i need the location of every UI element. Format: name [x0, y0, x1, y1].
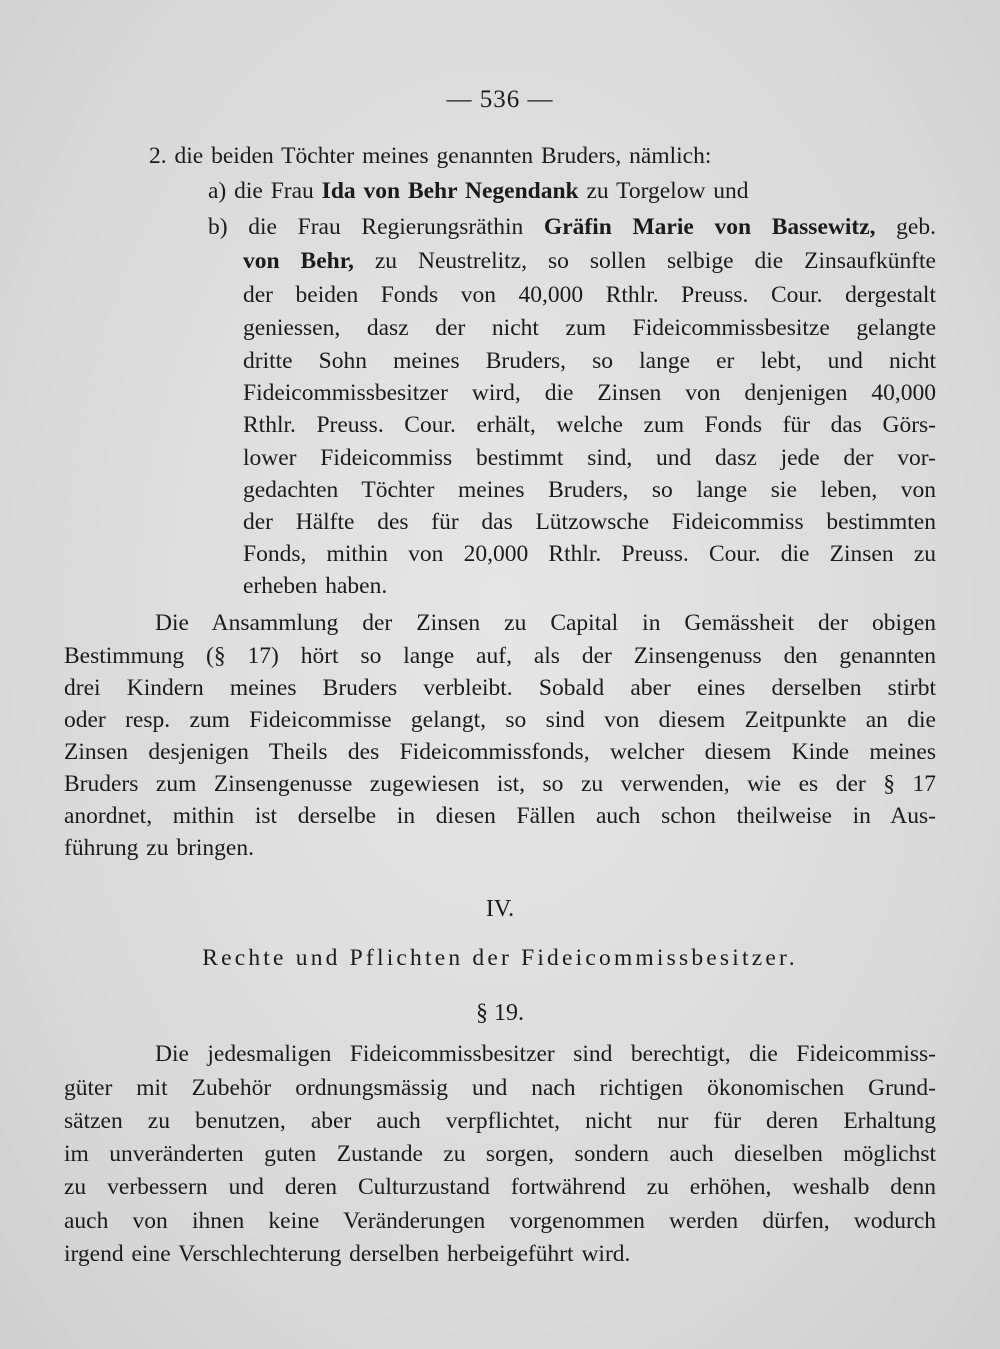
item-2b-maiden-name: von Behr,	[243, 248, 354, 274]
paragraph-line: Die Ansammlung der Zinsen zu Capital in Gemässheit der obigen	[155, 610, 936, 636]
item-2-text-line: lower Fideicommiss bestimmt sind, und dasz jede der vor-	[243, 445, 936, 471]
item-2b-prefix: b) die Frau Regierungsräthin	[208, 214, 544, 240]
paragraph-line: oder resp. zum Fideicommisse gelangt, so sind von diesem Zeitpunkte an die	[64, 707, 936, 733]
paragraph-line: auch von ihnen keine Veränderungen vorgenommen werden dürfen, wodurch	[64, 1208, 936, 1234]
item-2-text-line: Rthlr. Preuss. Cour. erhält, welche zum Fonds für das Görs-	[243, 412, 936, 438]
section-title: Rechte und Pflichten der Fideicommissbesitzer.	[202, 945, 798, 971]
item-2a-line	[208, 180, 749, 204]
page-number: — 536 —	[446, 86, 554, 113]
paragraph-mark: § 19.	[476, 1000, 524, 1026]
item-2-text-line: Fonds, mithin von 20,000 Rthlr. Preuss. Cour. die Zinsen zu	[243, 541, 936, 567]
paragraph-line: anordnet, mithin ist derselbe in diesen Fällen auch schon theilweise in Aus-	[64, 803, 936, 829]
item-2-text-line: der Hälfte des für das Lützowsche Fideicommiss bestimmten	[243, 509, 936, 535]
item-2-line: 2. die beiden Töchter meines genannten Bruders, nämlich:	[149, 143, 712, 169]
paragraph-line: sätzen zu benutzen, aber auch verpflichtet, nicht nur für deren Erhaltung	[64, 1108, 936, 1134]
paragraph-line: irgend eine Verschlechterung derselben herbeigeführt wird.	[64, 1241, 631, 1267]
paragraph-line: güter mit Zubehör ordnungsmässig und nach richtigen ökonomischen Grund-	[64, 1075, 936, 1101]
section-numeral: IV.	[485, 896, 515, 922]
paragraph-line: Bestimmung (§ 17) hört so lange auf, als der Zinsengenuss den genannten	[64, 643, 936, 669]
item-2-text-line: Fideicommissbesitzer wird, die Zinsen von denjenigen 40,000	[243, 380, 936, 406]
item-2-text-line: dritte Sohn meines Bruders, so lange er lebt, und nicht	[243, 348, 936, 374]
item-2b-suffix: geb.	[875, 214, 936, 240]
paragraph-line: Bruders zum Zinsengenusse zugewiesen ist, so zu verwenden, wie es der § 17	[64, 771, 936, 797]
item-2b-rest: zu Neustrelitz, so sollen selbige die Zinsaufkünfte	[353, 248, 936, 274]
item-2a-name: Ida von Behr Negendank	[321, 178, 579, 204]
item-2a-suffix: zu Torgelow und	[578, 178, 749, 204]
paragraph-line: im unveränderten guten Zustande zu sorgen, sondern auch dieselben möglichst	[64, 1141, 936, 1167]
item-2b-name: Gräfin Marie von Bassewitz,	[543, 214, 876, 240]
item-2-text-line: gedachten Töchter meines Bruders, so lange sie leben, von	[243, 477, 936, 503]
item-2a-prefix: a) die Frau	[208, 178, 322, 204]
paragraph-line: drei Kindern meines Bruders verbleibt. Sobald aber eines derselben stirbt	[64, 675, 936, 701]
paragraph-line: führung zu bringen.	[64, 835, 254, 861]
paragraph-line: Zinsen desjenigen Theils des Fideicommissfonds, welcher diesem Kinde meines	[64, 739, 936, 765]
item-2b-continuation	[243, 250, 936, 274]
item-2-text-line: der beiden Fonds von 40,000 Rthlr. Preuss. Cour. dergestalt	[243, 282, 936, 308]
paragraph-line: Die jedesmaligen Fideicommissbesitzer sind berechtigt, die Fideicommiss-	[155, 1041, 936, 1067]
paragraph-line: zu verbessern und deren Culturzustand fortwährend zu erhöhen, weshalb denn	[64, 1174, 936, 1200]
item-2-text-line: erheben haben.	[243, 573, 388, 599]
item-2b-line	[208, 216, 936, 240]
item-2-text-line: geniessen, dasz der nicht zum Fideicommissbesitze gelangte	[243, 315, 936, 341]
